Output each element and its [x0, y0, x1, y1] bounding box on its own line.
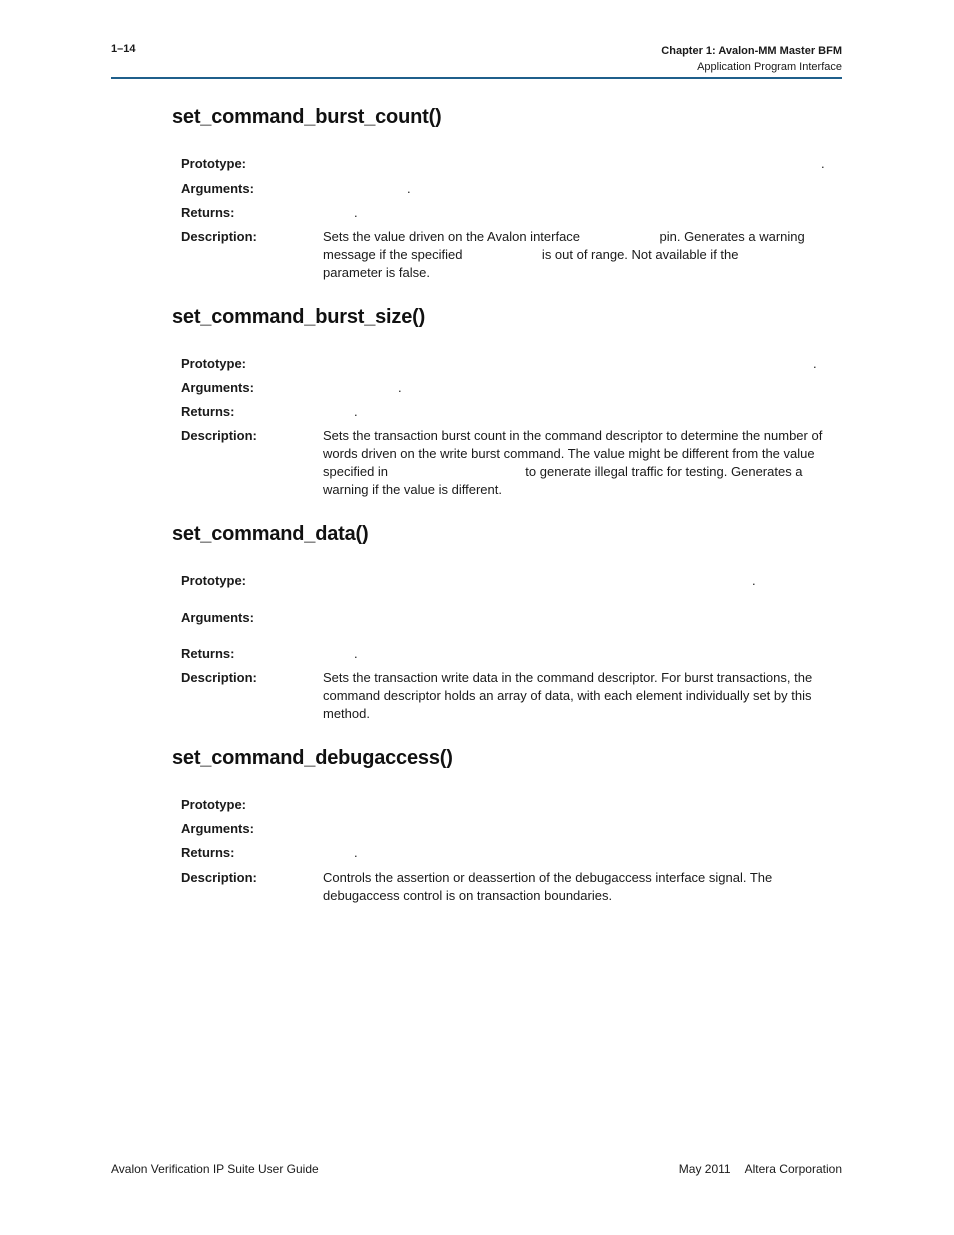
footer-guide-title: Avalon Verification IP Suite User Guide — [111, 1162, 319, 1176]
arguments-period: . — [407, 181, 411, 196]
returns-label: Returns: — [181, 205, 235, 220]
section-set-command-burst-size — [172, 306, 842, 497]
description-text: Controls the assertion or deassertion of the debugaccess interface signal. The debugaccess control is on transaction boundaries. — [323, 870, 773, 903]
section-heading: set_command_burst_count() — [172, 106, 442, 128]
header-rule — [111, 77, 842, 79]
prototype-period: . — [813, 356, 817, 371]
returns-period: . — [354, 404, 358, 419]
section-heading: set_command_data() — [172, 523, 369, 545]
footer-company: Altera Corporation — [744, 1162, 842, 1176]
arguments-period: . — [398, 380, 402, 395]
prototype-label: Prototype: — [181, 156, 246, 171]
returns-label: Returns: — [181, 646, 235, 661]
description-label: Description: — [181, 229, 257, 244]
section-heading: set_command_debugaccess() — [172, 747, 453, 769]
section-set-command-burst-count — [172, 106, 858, 280]
footer-info — [679, 1162, 842, 1176]
description-label: Description: — [181, 670, 257, 685]
chapter-title: Chapter 1: Avalon-MM Master BFM — [661, 45, 842, 57]
description-text: Sets the transaction write data in the command descriptor. For burst transactions, the command descriptor holds an array of data, with each element individually set by this method. — [323, 670, 813, 721]
description-text: Sets the transaction burst count in the command descriptor to determine the number of words driven on the write burst command. The value might be different from the value specified in to generate illegal traffic for testing. Generates a warning if the value is different. — [323, 428, 826, 497]
returns-label: Returns: — [181, 845, 235, 860]
returns-period: . — [354, 646, 358, 661]
prototype-period: . — [821, 156, 825, 171]
arguments-label: Arguments: — [181, 181, 254, 196]
returns-label: Returns: — [181, 404, 235, 419]
description-label: Description: — [181, 870, 257, 885]
running-header — [661, 43, 842, 75]
prototype-label: Prototype: — [181, 797, 246, 812]
section-set-command-data — [172, 523, 842, 721]
section-set-command-debugaccess — [172, 747, 842, 903]
returns-period: . — [354, 845, 358, 860]
footer-date: May 2011 — [678, 1162, 731, 1176]
description-label: Description: — [181, 428, 257, 443]
section-heading: set_command_burst_size() — [172, 306, 426, 328]
prototype-label: Prototype: — [181, 573, 246, 588]
section-title: Application Program Interface — [697, 61, 842, 73]
arguments-label: Arguments: — [181, 610, 254, 625]
arguments-label: Arguments: — [181, 821, 254, 836]
prototype-period: . — [752, 573, 756, 588]
prototype-label: Prototype: — [181, 356, 246, 371]
arguments-label: Arguments: — [181, 380, 254, 395]
description-text: Sets the value driven on the Avalon interface pin. Generates a warning message if the specified is out of range. Not available if the parameter is false. — [323, 229, 858, 280]
returns-period: . — [354, 205, 358, 220]
page-number: 1–14 — [111, 43, 136, 55]
